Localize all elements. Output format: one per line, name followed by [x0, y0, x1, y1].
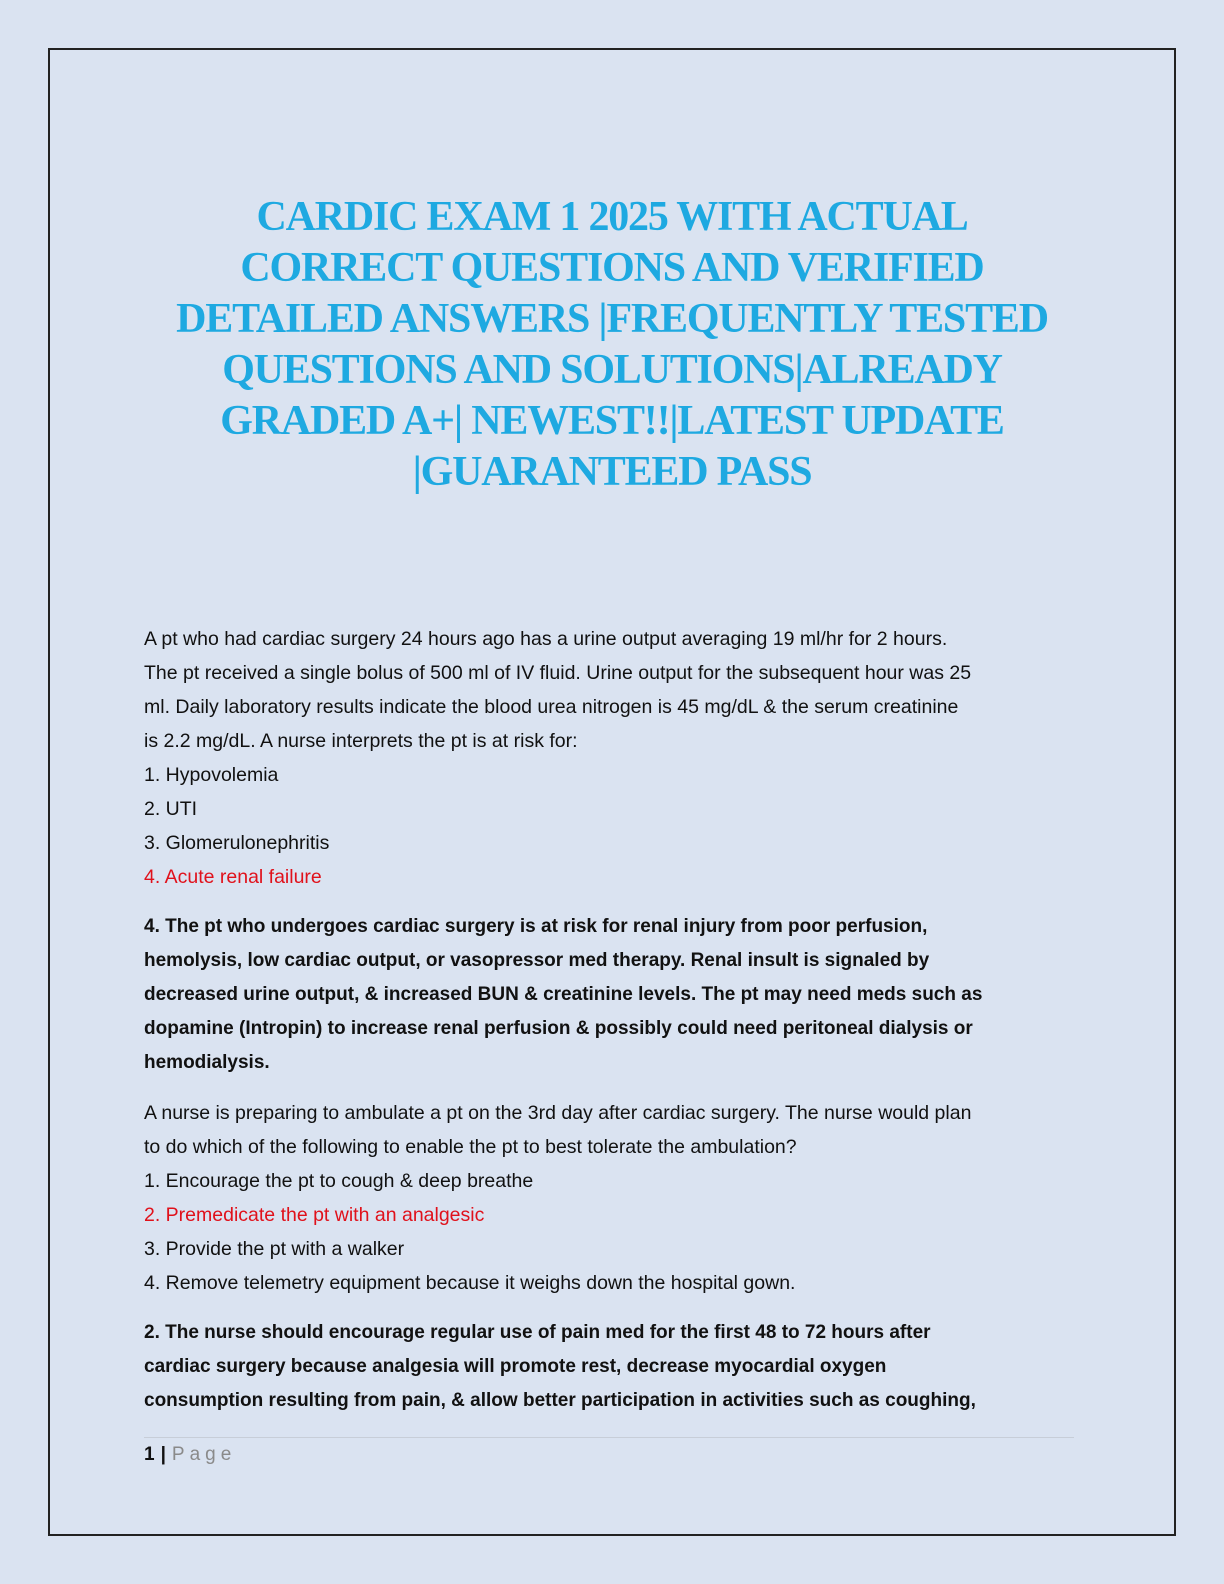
question-stem-line: is 2.2 mg/dL. A nurse interprets the pt is at risk for:	[144, 730, 578, 752]
rationale-1	[144, 910, 1089, 1080]
rationale-line: hemolysis, low cardiac output, or vasopressor med therapy. Renal insult is signaled by	[144, 950, 930, 971]
question-stem-line: A nurse is preparing to ambulate a pt on the 3rd day after cardiac surgery. The nurse would plan	[144, 1102, 972, 1124]
answer-option: 2. UTI	[144, 798, 198, 820]
rationale-line: dopamine (Intropin) to increase renal perfusion & possibly could need peritoneal dialysis or	[144, 1018, 973, 1039]
rationale-line: 4. The pt who undergoes cardiac surgery is at risk for renal injury from poor perfusion,	[144, 916, 928, 937]
answer-option: 4. Remove telemetry equipment because it weighs down the hospital gown.	[144, 1272, 796, 1294]
question-stem-line: to do which of the following to enable the pt to best tolerate the ambulation?	[144, 1136, 797, 1158]
rationale-line: 2. The nurse should encourage regular use of pain med for the first 48 to 72 hours after	[144, 1322, 931, 1343]
answer-option: 3. Glomerulonephritis	[144, 832, 330, 854]
answer-option: 1. Encourage the pt to cough & deep breathe	[144, 1170, 534, 1192]
page-number: 1	[144, 1444, 155, 1465]
footer-divider	[144, 1437, 1074, 1438]
title-line: QUESTIONS AND SOLUTIONS|ALREADY	[222, 347, 1002, 393]
rationale-2	[144, 1316, 1089, 1418]
rationale-line: consumption resulting from pain, & allow better participation in activities such as coughing,	[144, 1390, 976, 1411]
question-stem-line: The pt received a single bolus of 500 ml of IV fluid. Urine output for the subsequent hour was 25	[144, 662, 972, 684]
document-body	[144, 622, 1089, 1418]
rationale-line: cardiac surgery because analgesia will promote rest, decrease myocardial oxygen	[144, 1356, 887, 1377]
rationale-line: hemodialysis.	[144, 1052, 270, 1073]
title-line: GRADED A+| NEWEST!!|LATEST UPDATE	[220, 398, 1004, 444]
page-label: Page	[171, 1444, 237, 1465]
question-stem-line: A pt who had cardiac surgery 24 hours ago has a urine output averaging 19 ml/hr for 2 hours.	[144, 628, 948, 650]
question-2	[144, 1096, 1089, 1300]
page-separator: |	[160, 1444, 166, 1465]
answer-option: 1. Hypovolemia	[144, 764, 279, 786]
correct-answer-option: 4. Acute renal failure	[144, 866, 322, 888]
rationale-line: decreased urine output, & increased BUN & creatinine levels. The pt may need meds such as	[144, 984, 983, 1005]
title-line: CORRECT QUESTIONS AND VERIFIED	[240, 245, 984, 291]
question-1	[144, 622, 1089, 894]
answer-option: 3. Provide the pt with a walker	[144, 1238, 405, 1260]
question-stem-line: ml. Daily laboratory results indicate the blood urea nitrogen is 45 mg/dL & the serum creatinine	[144, 696, 959, 718]
correct-answer-option: 2. Premedicate the pt with an analgesic	[144, 1204, 485, 1226]
document-title	[120, 192, 1104, 498]
title-line: CARDIC EXAM 1 2025 WITH ACTUAL	[256, 194, 968, 240]
title-line: DETAILED ANSWERS |FREQUENTLY TESTED	[176, 296, 1048, 342]
title-line: |GUARANTEED PASS	[412, 449, 812, 495]
page-footer	[144, 1442, 236, 1468]
